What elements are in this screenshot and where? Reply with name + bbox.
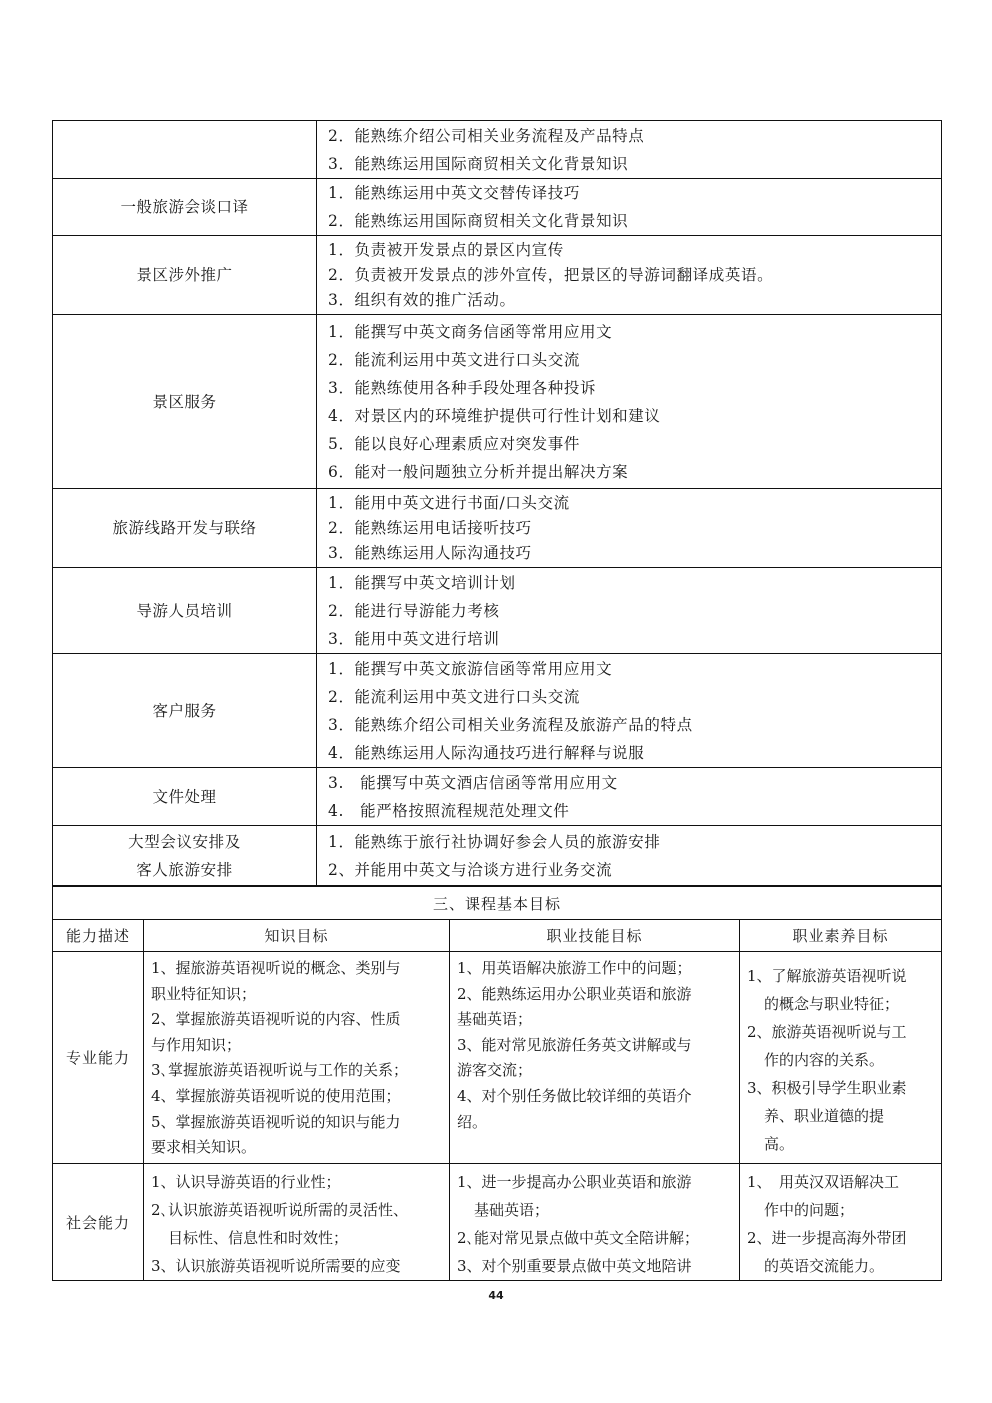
job-role bbox=[53, 121, 317, 179]
requirement-item: 3．能熟练运用人际沟通技巧 bbox=[328, 543, 532, 562]
social-literacy-cell bbox=[740, 1164, 942, 1281]
header-ability: 能力描述 bbox=[53, 920, 144, 952]
text-line: 2、掌握旅游英语视听说的内容、性质 bbox=[151, 1010, 401, 1029]
requirement-item: 2．能熟练介绍公司相关业务流程及产品特点 bbox=[328, 126, 645, 145]
text-line: 3、认识旅游英语视听说所需要的应变 bbox=[151, 1257, 401, 1275]
job-role: 景区服务 bbox=[53, 315, 317, 489]
job-row bbox=[53, 315, 942, 489]
requirement-item: 5．能以良好心理素质应对突发事件 bbox=[328, 434, 580, 453]
requirement-item: 2．能流利运用中英文进行口头交流 bbox=[328, 350, 580, 369]
page-number: 44 bbox=[488, 1289, 504, 1302]
text-line: 高。 bbox=[764, 1135, 795, 1153]
text-line: 作的内容的关系。 bbox=[764, 1051, 885, 1069]
header-literacy: 职业素养目标 bbox=[740, 920, 942, 952]
requirement-item: 1．能熟练于旅行社协调好参会人员的旅游安排 bbox=[328, 832, 661, 851]
job-requirements bbox=[317, 568, 942, 654]
requirement-item: 3．组织有效的推广活动。 bbox=[328, 290, 516, 309]
job-requirements-table bbox=[52, 120, 942, 886]
social-ability-label: 社会能力 bbox=[53, 1164, 144, 1281]
text-line: 养、职业道德的提 bbox=[764, 1107, 885, 1125]
requirement-item: 6．能对一般问题独立分析并提出解决方案 bbox=[328, 462, 629, 481]
requirement-item: 1．能用中英文进行书面/口头交流 bbox=[328, 493, 570, 512]
job-role: 文件处理 bbox=[53, 768, 317, 826]
header-skills: 职业技能目标 bbox=[450, 920, 740, 952]
requirement-item: 3．能熟练运用国际商贸相关文化背景知识 bbox=[328, 154, 629, 173]
job-row bbox=[53, 654, 942, 768]
job-role bbox=[53, 826, 317, 886]
text-line: 绍。 bbox=[457, 1112, 488, 1131]
professional-literacy-cell bbox=[740, 952, 942, 1164]
text-line: 2、能熟练运用办公职业英语和旅游 bbox=[457, 984, 692, 1003]
requirement-item: 1．能撰写中英文旅游信函等常用应用文 bbox=[328, 659, 613, 678]
text-line: 5、掌握旅游英语视听说的知识与能力 bbox=[151, 1112, 401, 1131]
section-title: 三、课程基本目标 bbox=[53, 887, 942, 920]
job-requirements bbox=[317, 315, 942, 489]
text-line: 4、掌握旅游英语视听说的使用范围； bbox=[151, 1086, 401, 1105]
requirement-item: 2．负责被开发景点的涉外宣传，把景区的导游词翻译成英语。 bbox=[328, 265, 774, 284]
text-line: 1、认识导游英语的行业性； bbox=[151, 1173, 341, 1191]
requirement-item: 3．能用中英文进行培训 bbox=[328, 629, 500, 648]
text-line: 的概念与职业特征； bbox=[764, 995, 900, 1013]
requirement-item: 1．负责被开发景点的景区内宣传 bbox=[328, 240, 564, 259]
text-line: 1、握旅游英语视听说的概念、类别与 bbox=[151, 959, 401, 977]
course-goals-table bbox=[52, 886, 942, 1281]
text-line: 3、能对常见旅游任务英文讲解或与 bbox=[457, 1035, 692, 1054]
text-line: 2､认识旅游英语视听说所需的灵活性、 bbox=[151, 1201, 409, 1219]
job-row bbox=[53, 121, 942, 179]
requirement-item: 4．能熟练运用人际沟通技巧进行解释与说服 bbox=[328, 743, 645, 762]
requirement-item: 1．能撰写中英文培训计划 bbox=[328, 573, 516, 592]
requirement-item: 4．对景区内的环境维护提供可行性计划和建议 bbox=[328, 406, 661, 425]
job-role: 导游人员培训 bbox=[53, 568, 317, 654]
job-requirements bbox=[317, 489, 942, 568]
professional-ability-label: 专业能力 bbox=[53, 952, 144, 1164]
requirement-item: 2．能进行导游能力考核 bbox=[328, 601, 500, 620]
professional-knowledge-cell bbox=[144, 952, 450, 1164]
requirement-item: 2．能熟练运用电话接听技巧 bbox=[328, 518, 532, 537]
requirement-item: 3. 能撰写中英文酒店信函等常用应用文 bbox=[328, 773, 618, 792]
job-role: 旅游线路开发与联络 bbox=[53, 489, 317, 568]
text-line: 4、对个别任务做比较详细的英语介 bbox=[457, 1086, 692, 1105]
job-requirements bbox=[317, 826, 942, 886]
requirement-item: 3．能熟练介绍公司相关业务流程及旅游产品的特点 bbox=[328, 715, 693, 734]
text-line: 3、积极引导学生职业素 bbox=[747, 1079, 907, 1097]
job-row bbox=[53, 236, 942, 315]
text-line: 1、了解旅游英语视听说 bbox=[747, 967, 907, 985]
text-line: 基础英语； bbox=[474, 1201, 550, 1219]
requirement-item: 2．能熟练运用国际商贸相关文化背景知识 bbox=[328, 212, 629, 230]
job-role-line: 大型会议安排及 bbox=[128, 832, 241, 851]
text-line: 1、用英语解决旅游工作中的问题； bbox=[457, 959, 692, 977]
job-requirements bbox=[317, 654, 942, 768]
requirement-item: 2．能流利运用中英文进行口头交流 bbox=[328, 687, 580, 706]
job-row bbox=[53, 489, 942, 568]
text-line: 2､能对常见景点做中英文全陪讲解； bbox=[457, 1229, 700, 1247]
text-line: 基础英语； bbox=[457, 1010, 533, 1029]
requirement-item: 4. 能严格按照流程规范处理文件 bbox=[328, 801, 570, 820]
social-skills-cell bbox=[450, 1164, 740, 1281]
text-line: 1、 用英汉双语解决工 bbox=[747, 1173, 900, 1191]
job-row bbox=[53, 768, 942, 826]
job-requirements bbox=[317, 768, 942, 826]
requirement-item: 2、并能用中英文与洽谈方进行业务交流 bbox=[328, 860, 613, 879]
job-role-line: 客人旅游安排 bbox=[136, 860, 233, 879]
job-requirements bbox=[317, 179, 942, 236]
text-line: 目标性、信息性和时效性； bbox=[168, 1229, 349, 1247]
text-line: 2、进一步提高海外带团 bbox=[747, 1229, 907, 1247]
text-line: 与作用知识； bbox=[151, 1035, 242, 1054]
job-role: 景区涉外推广 bbox=[53, 236, 317, 315]
text-line: 1、进一步提高办公职业英语和旅游 bbox=[457, 1173, 692, 1191]
job-row bbox=[53, 179, 942, 236]
text-line: 要求相关知识。 bbox=[151, 1138, 257, 1157]
job-row bbox=[53, 826, 942, 886]
text-line: 职业特征知识； bbox=[151, 984, 257, 1003]
text-line: 3､掌握旅游英语视听说与工作的关系； bbox=[151, 1061, 409, 1080]
requirement-item: 1．能撰写中英文商务信函等常用应用文 bbox=[328, 322, 613, 341]
job-requirements bbox=[317, 236, 942, 315]
job-requirements bbox=[317, 121, 942, 179]
job-row bbox=[53, 568, 942, 654]
header-knowledge: 知识目标 bbox=[144, 920, 450, 952]
text-line: 3、对个别重要景点做中英文地陪讲 bbox=[457, 1257, 692, 1275]
text-line: 2、旅游英语视听说与工 bbox=[747, 1023, 907, 1041]
text-line: 游客交流； bbox=[457, 1061, 533, 1080]
requirement-item: 1．能熟练运用中英文交替传译技巧 bbox=[328, 184, 580, 202]
professional-skills-cell bbox=[450, 952, 740, 1164]
job-role: 一般旅游会谈口译 bbox=[53, 179, 317, 236]
text-line: 作中的问题； bbox=[764, 1201, 855, 1219]
requirement-item: 3．能熟练使用各种手段处理各种投诉 bbox=[328, 378, 597, 397]
text-line: 的英语交流能力。 bbox=[764, 1257, 885, 1275]
job-role: 客户服务 bbox=[53, 654, 317, 768]
social-knowledge-cell bbox=[144, 1164, 450, 1281]
